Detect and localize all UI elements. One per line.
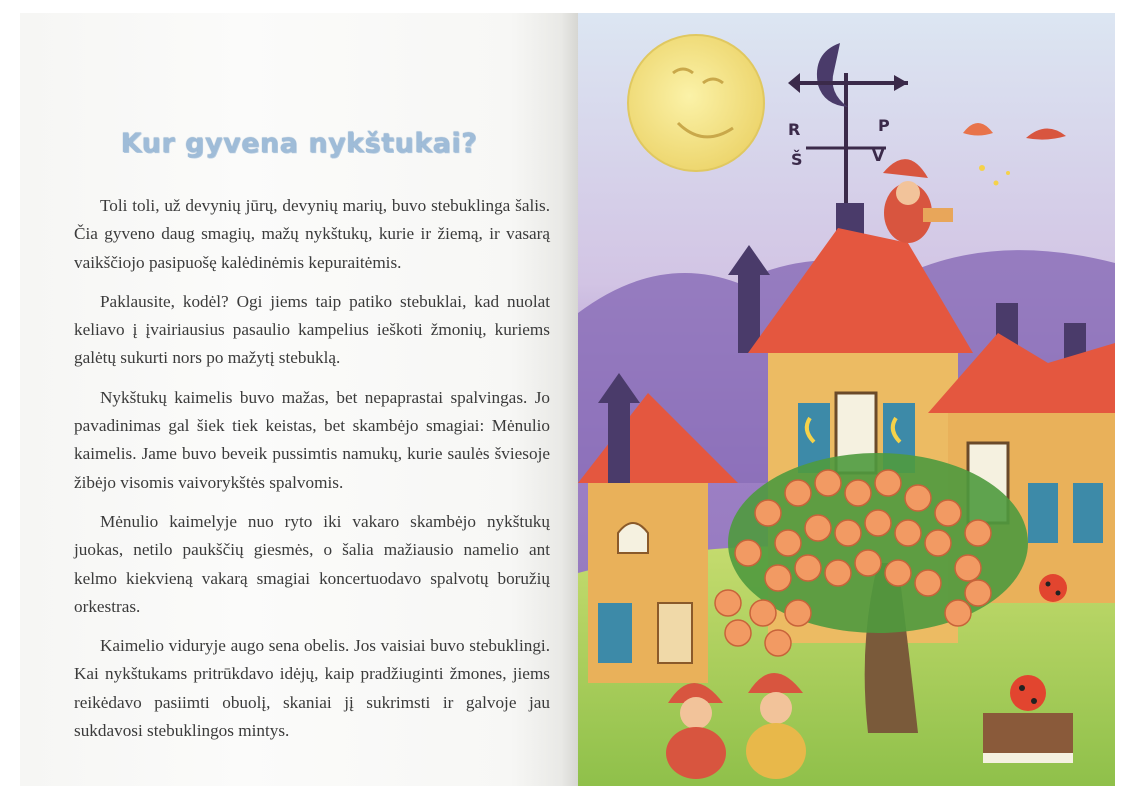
village-illustration bbox=[578, 13, 1115, 786]
paragraph-3: Nykštukų kaimelis buvo mažas, bet nepaprastai spalvingas. Jo pavadinimas gal šiek tiek keistas, bet skambėjo smagiai: Mėnulio kaimelis. Jame buvo beveik pussimtis namukų, kurie saulės šviesoje žibėjo visomis vaivorykštės spalvomis. bbox=[74, 387, 550, 492]
story-text bbox=[74, 192, 550, 756]
paragraph-4: Mėnulio kaimelyje nuo ryto iki vakaro skambėjo nykštukų juokas, netilo paukščių giesmės, o šalia mažiausio namelio ant kelmo kiekvieną vakarą smagiai koncertuodavo spalvotų boružių orkestras. bbox=[74, 511, 550, 616]
weathervane-letter-south: P bbox=[878, 116, 890, 135]
weathervane-letter-north: Š bbox=[791, 150, 803, 169]
illustration-page bbox=[578, 13, 1115, 786]
paragraph-5: Kaimelio viduryje augo sena obelis. Jos vaisiai buvo stebuklingi. Kai nykštukams pritrūkdavo idėjų, kaip pradžiuginti žmones, jiems reikėdavo pasiimti obuolį, skaniai jį sukrimsti ir galvoje jau sukdavosi stebuklingos mintys. bbox=[74, 636, 550, 741]
moon-icon bbox=[628, 35, 764, 171]
page-title: Kur gyvena nykštukai? bbox=[120, 128, 478, 159]
weathervane-letter-east: R bbox=[788, 120, 801, 139]
weathervane-letter-west: V bbox=[872, 146, 885, 165]
paragraph-1: Toli toli, už devynių jūrų, devynių marių, buvo stebuklinga šalis. Čia gyveno daug smagių, mažų nykštukų, kurie ir žiemą, ir vasarą vaikščiojo pasipuošę kalėdinėmis kepuraitėmis. bbox=[74, 196, 550, 272]
left-page bbox=[20, 13, 578, 786]
paragraph-2: Paklausite, kodėl? Ogi jiems taip patiko stebuklai, kad nuolat keliavo į įvairiausius pasaulio kampelius ieškoti žmonių, kuriems galėtų sukurti nors po mažytį stebuklą. bbox=[74, 291, 550, 368]
